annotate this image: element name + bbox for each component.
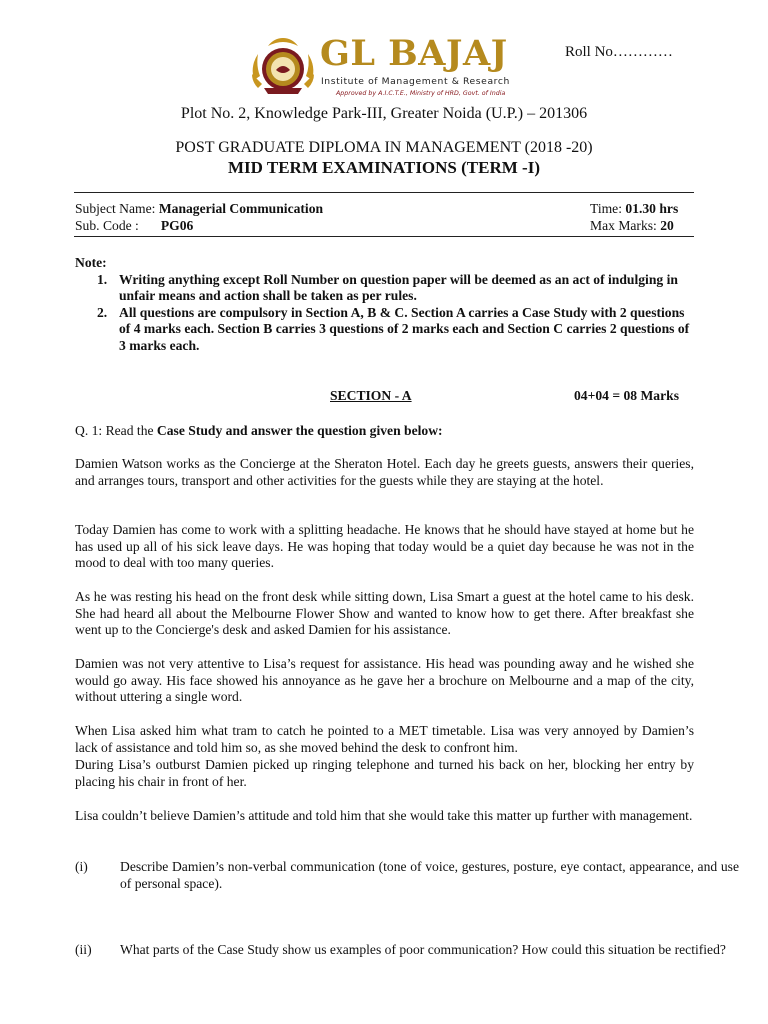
case-paragraph-1: Damien Watson works as the Concierge at the Sheraton Hotel. Each day he greets guests, answers their queries, and arranges tours, transport and other activities for the guests while they are staying at the hotel. — [75, 456, 694, 488]
sub-question-text: What parts of the Case Study show us examples of poor communication? How could this situation be rectified? — [120, 942, 726, 957]
max-marks-value: 20 — [660, 218, 674, 233]
note-text: Writing anything except Roll Number on question paper will be deemed as an act of indulging in unfair means and action shall be taken as per rules. — [119, 271, 678, 303]
question-prefix: Q. 1: Read the — [75, 423, 157, 438]
note-text: All questions are compulsory in Section A, B & C. Section A carries a Case Study with 2 questions of 4 marks each. Section B carries 3 questions of 2 marks each and Section C carries 2 questions of 3 marks each. — [119, 304, 690, 353]
divider-bottom — [74, 236, 694, 237]
exam-title: MID TERM EXAMINATIONS (TERM -I) — [228, 158, 540, 177]
brand-subtitle: Institute of Management & Research — [321, 76, 510, 87]
sub-question-1 — [75, 859, 739, 892]
section-a-marks: 04+04 = 08 Marks — [574, 388, 679, 403]
case-paragraph-6: During Lisa’s outburst Damien picked up ringing telephone and turned his back on her, blocking her entry by placing his chair in front of her. — [75, 757, 694, 789]
question-1-prompt — [75, 423, 694, 440]
case-paragraph-7: Lisa couldn’t believe Damien’s attitude and told him that she would take this matter up further with management. — [75, 808, 693, 823]
institute-emblem-icon — [248, 36, 318, 104]
note-list — [75, 272, 694, 355]
case-paragraph-5: When Lisa asked him what tram to catch he pointed to a MET timetable. Lisa was very annoyed by Damien’s lack of assistance and told him so, as she moved behind the desk to confront him. — [75, 723, 694, 755]
max-marks-label: Max Marks: — [590, 218, 661, 233]
time-value: 01.30 hrs — [625, 201, 679, 216]
note-heading: Note: — [75, 255, 107, 270]
subject-code-label: Sub. Code : — [75, 218, 139, 233]
sub-question-number: (i) — [75, 859, 88, 874]
max-marks-field — [590, 218, 674, 235]
sub-question-number: (ii) — [75, 942, 92, 957]
sub-question-text: Describe Damien’s non-verbal communication (tone of voice, gestures, posture, eye contact, appearance, and use of personal space). — [120, 859, 739, 891]
question-instruction: Case Study and answer the question given below: — [156, 423, 443, 438]
subject-name-label: Subject Name: — [75, 201, 159, 216]
note-block — [75, 255, 694, 354]
divider-top — [74, 192, 694, 193]
brand-name: GL BAJAJ — [320, 33, 508, 74]
note-item — [75, 272, 694, 305]
note-number: 1. — [97, 271, 108, 287]
note-number: 2. — [97, 304, 108, 320]
note-item — [75, 305, 694, 355]
case-paragraph-3: As he was resting his head on the front desk while sitting down, Lisa Smart a guest at the hotel came to his desk. She had heard all about the Melbourne Flower Show and wanted to know how to get there. After breakfast she went up to the Concierge's desk and asked Damien for his assistance. — [75, 589, 694, 637]
sub-question-2 — [75, 942, 739, 959]
time-label: Time: — [590, 201, 626, 216]
section-a-heading: SECTION - A — [330, 388, 412, 403]
institute-logo — [248, 33, 538, 106]
time-field — [590, 201, 678, 218]
case-paragraph-4: Damien was not very attentive to Lisa’s request for assistance. His head was pounding away and he wished she would go away. His face showed his annoyance as he gave her a brochure on Melbourne and a map of the city, without uttering a single word. — [75, 656, 694, 704]
case-paragraph-2: Today Damien has come to work with a splitting headache. He knows that he should have stayed at home but he has used up all of his sick leave days. He was hoping that today would be a quiet day because he was not in the mood to deal with too many queries. — [75, 522, 694, 570]
subject-code-value: PG06 — [160, 218, 194, 233]
institute-address: Plot No. 2, Knowledge Park-III, Greater Noida (U.P.) – 201306 — [180, 105, 588, 122]
brand-approval: Approved by A.I.C.T.E., Ministry of HRD, Govt. of India — [336, 90, 506, 97]
subject-name-value: Managerial Communication — [158, 201, 324, 216]
subject-row — [75, 201, 690, 218]
code-row — [75, 218, 690, 235]
roll-number-field: Roll No………… — [565, 44, 673, 60]
program-title: POST GRADUATE DIPLOMA IN MANAGEMENT (2018 -20) — [175, 139, 593, 156]
